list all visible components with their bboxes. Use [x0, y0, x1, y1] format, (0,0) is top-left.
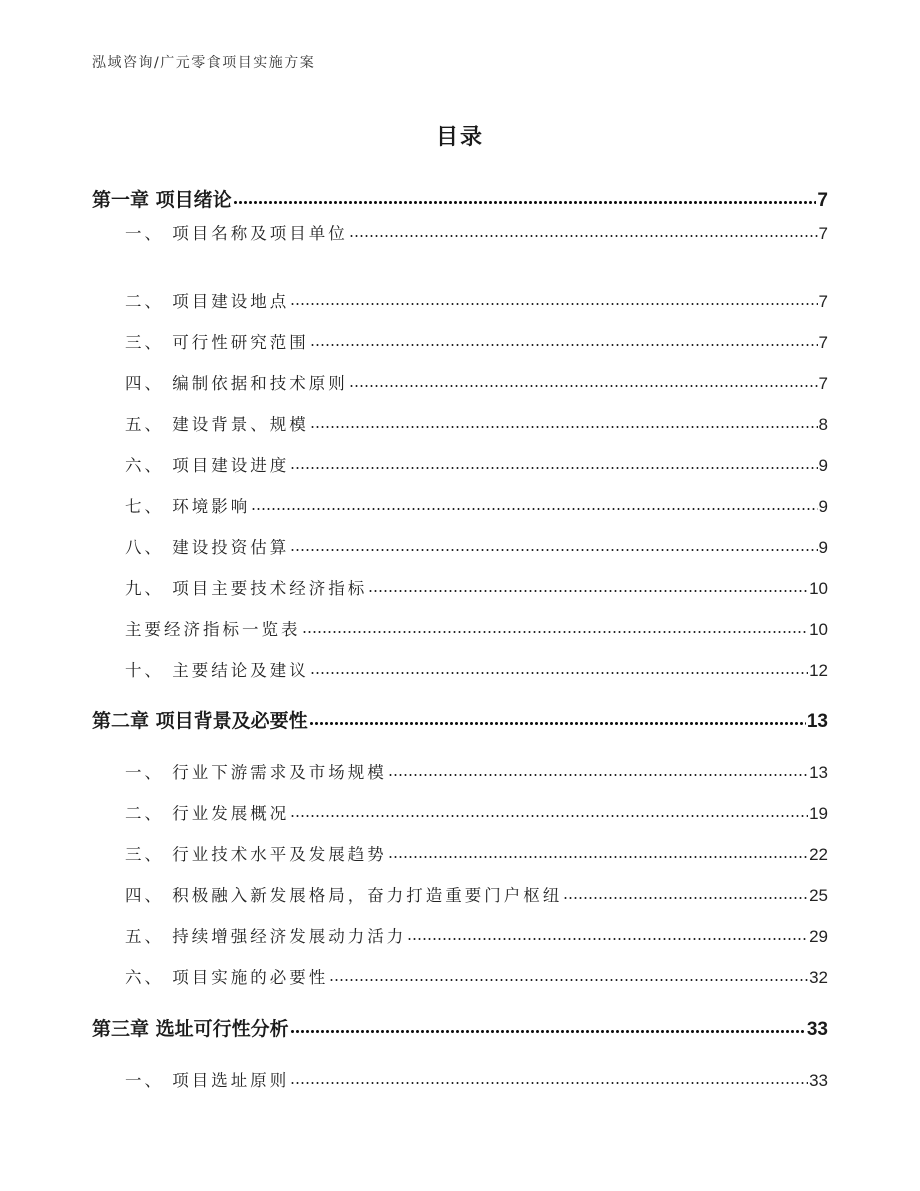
- toc-section[interactable]: [125, 493, 828, 517]
- toc-section[interactable]: [125, 1067, 828, 1091]
- toc-chapter-1[interactable]: [92, 185, 828, 212]
- dot-leader: [349, 223, 818, 240]
- toc-section[interactable]: [125, 759, 828, 783]
- toc-page-number: 25: [809, 886, 828, 905]
- dot-leader: [251, 496, 817, 513]
- toc-page-number: 10: [809, 620, 828, 639]
- toc-entry-label: 四、 编制依据和技术原则: [125, 374, 348, 393]
- toc-page-number: 13: [806, 711, 828, 732]
- toc-page-number: 7: [818, 374, 828, 393]
- toc-entry-label: 七、 环境影响: [125, 497, 251, 516]
- dot-leader: [407, 926, 808, 943]
- toc-section[interactable]: [125, 452, 828, 476]
- toc-entry-label: 六、 项目实施的必要性: [125, 968, 329, 987]
- toc-page-number: 7: [817, 190, 828, 211]
- dot-leader: [310, 660, 808, 677]
- toc-chapter-3[interactable]: [92, 1014, 828, 1041]
- dot-leader: [309, 708, 806, 727]
- dot-leader: [368, 578, 808, 595]
- toc-page-number: 7: [818, 333, 828, 352]
- toc-section[interactable]: [125, 534, 828, 558]
- toc-page-number: 32: [809, 968, 828, 987]
- page-title: 目录: [435, 125, 484, 150]
- toc-section[interactable]: [125, 800, 828, 824]
- toc-page-number: 8: [818, 415, 828, 434]
- toc-entry-label: 一、 项目名称及项目单位: [125, 224, 348, 243]
- toc-page-number: 9: [818, 497, 828, 516]
- toc-entry-label: 十、 主要结论及建议: [125, 661, 309, 680]
- toc-section[interactable]: [125, 616, 828, 640]
- toc-entry-label: 五、 持续增强经济发展动力活力: [125, 927, 407, 946]
- toc-page-number: 33: [809, 1071, 828, 1090]
- toc-entry-label: 一、 项目选址原则: [125, 1071, 290, 1090]
- toc-entry-label: 六、 项目建设进度: [125, 456, 290, 475]
- dot-leader: [563, 885, 808, 902]
- toc-page-number: 29: [809, 927, 828, 946]
- dot-leader: [290, 1070, 808, 1087]
- toc-section[interactable]: [125, 288, 828, 312]
- dot-leader: [302, 619, 809, 636]
- dot-leader: [290, 537, 817, 554]
- toc-entry-label: 二、 行业发展概况: [125, 804, 290, 823]
- dot-leader: [329, 967, 808, 984]
- toc-entry-label: 三、 可行性研究范围: [125, 333, 309, 352]
- toc-page-number: 19: [809, 804, 828, 823]
- dot-leader: [349, 373, 818, 390]
- toc-page-number: 12: [809, 661, 828, 680]
- dot-leader: [388, 762, 808, 779]
- toc-section[interactable]: [125, 575, 828, 599]
- toc-entry-label: 主要经济指标一览表: [125, 620, 301, 639]
- toc-page-number: 10: [809, 579, 828, 598]
- toc-entry-label: 二、 项目建设地点: [125, 292, 290, 311]
- toc-section[interactable]: [125, 923, 828, 947]
- dot-leader: [290, 291, 817, 308]
- toc-section[interactable]: [125, 220, 828, 244]
- toc-entry-label: 第三章 选址可行性分析: [92, 1018, 289, 1040]
- toc-entry-label: 第一章 项目绪论: [92, 189, 232, 211]
- toc-entry-label: 第二章 项目背景及必要性: [92, 710, 308, 732]
- toc-section[interactable]: [125, 370, 828, 394]
- toc-section[interactable]: [125, 882, 828, 906]
- dot-leader: [310, 332, 818, 349]
- toc-page-number: 9: [818, 538, 828, 557]
- toc-section[interactable]: [125, 964, 828, 988]
- toc-entry-label: 五、 建设背景、规模: [125, 415, 309, 434]
- dot-leader: [310, 414, 818, 431]
- toc-page-number: 7: [818, 292, 828, 311]
- toc-entry-label: 三、 行业技术水平及发展趋势: [125, 845, 387, 864]
- toc-entry-label: 九、 项目主要技术经济指标: [125, 579, 368, 598]
- toc-page-number: 13: [809, 763, 828, 782]
- toc-section[interactable]: [125, 329, 828, 353]
- toc-section[interactable]: [125, 841, 828, 865]
- running-header: 泓域咨询/广元零食项目实施方案: [92, 55, 316, 71]
- dot-leader: [290, 803, 808, 820]
- toc-page-number: 33: [806, 1019, 828, 1040]
- dot-leader: [290, 1016, 806, 1035]
- toc-chapter-2[interactable]: [92, 706, 828, 733]
- toc-section[interactable]: [125, 411, 828, 435]
- dot-leader: [290, 455, 817, 472]
- toc-page-number: 22: [809, 845, 828, 864]
- toc-section[interactable]: [125, 657, 828, 681]
- dot-leader: [388, 844, 808, 861]
- toc-entry-label: 四、 积极融入新发展格局，奋力打造重要门户枢纽: [125, 886, 563, 905]
- toc-entry-label: 一、 行业下游需求及市场规模: [125, 763, 387, 782]
- toc-page-number: 9: [818, 456, 828, 475]
- toc-entry-label: 八、 建设投资估算: [125, 538, 290, 557]
- dot-leader: [233, 187, 817, 206]
- toc-page-number: 7: [818, 224, 828, 243]
